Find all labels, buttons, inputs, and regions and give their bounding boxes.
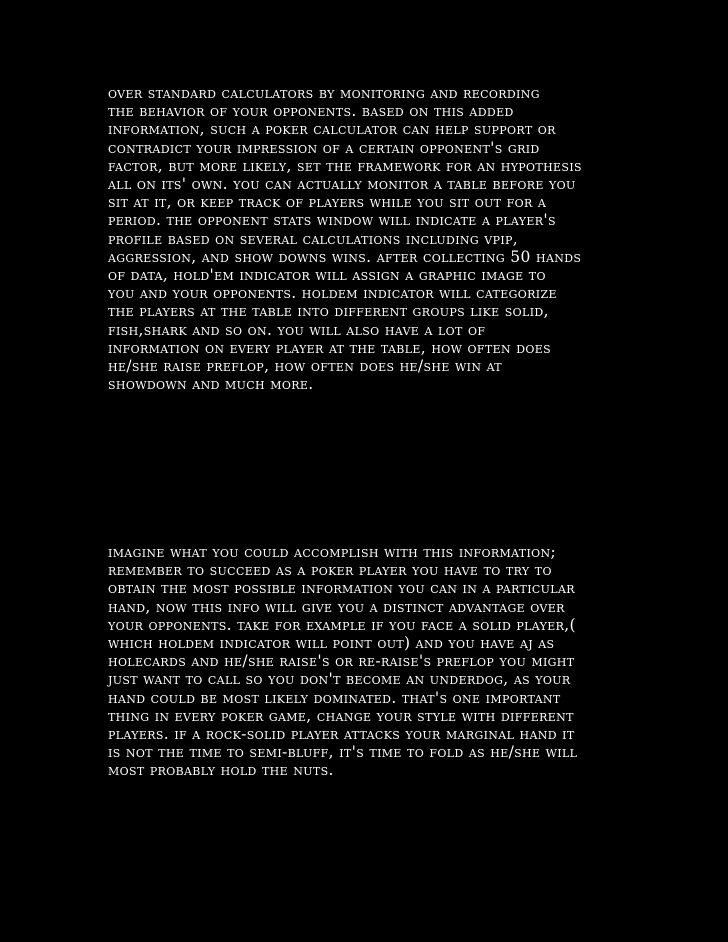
paragraph-using-information: imagine what you could accomplish with this information; remember to succeed as a poker player you have to try to obtain the most possible information you can in a particular hand, now this info will give you a distinct advantage over your opponents. take for example if you face a solid player,( which holdem indicator will point out) and you have aj as holecards and he/she raise's or re-raise's preflop you might just want to call so you don't become an underdog, as your hand could be most likely dominated. that's one important thing in every poker game, change your style with different players. if a rock-solid player attacks your marginal hand it is not the time to semi-bluff, it's time to fold as he/she will most probably hold the nuts. (108, 543, 578, 780)
paragraph-opponent-stats: over standard calculators by monitoring and recording the behavior of your opponents. based on this added information, such a poker calculator can help support or contradict your impression of a certain opponent's grid factor, but more likely, set the framework for an hypothesis all on its' own. you can actually monitor a table before you sit at it, or keep track of players while you sit out for a period. the opponent stats window will indicate a player's profile based on several calculations including vpip, aggression, and show downs wins. after collecting 50 hands of data, hold'em indicator will assign a graphic image to you and your opponents. holdem indicator will categorize the players at the table into different groups like solid, fish,shark and so on. you will also have a lot of information on every player at the table, how often does he/she raise preflop, how often does he/she win at showdown and much more. (108, 84, 582, 394)
